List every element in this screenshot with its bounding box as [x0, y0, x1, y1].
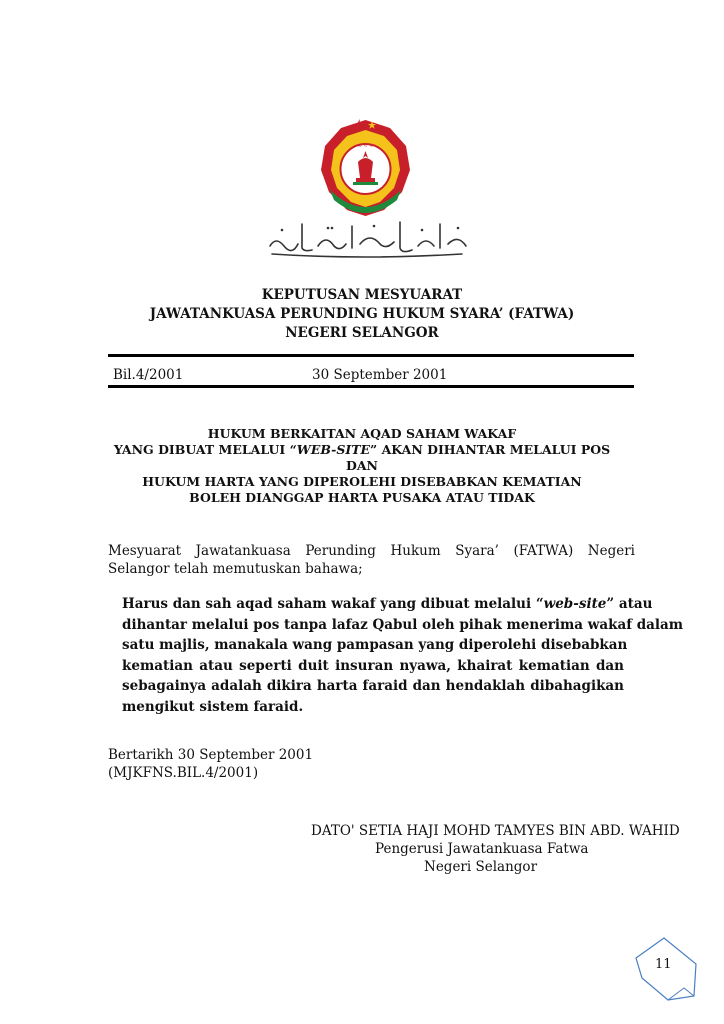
page-number: 11	[655, 957, 672, 972]
meeting-date: 30 September 2001	[312, 367, 448, 383]
subject-title-line-1: HUKUM BERKAITAN AQAD SAHAM WAKAF	[207, 426, 517, 441]
document-header-line-3: NEGERI SELANGOR	[285, 325, 439, 341]
subject-title	[0, 426, 724, 506]
signatory-position: Pengerusi Jawatankuasa Fatwa	[375, 841, 589, 857]
ruling-line-5: sebagainya adalah dikira harta faraid dan hendaklah dibahagikan	[122, 678, 624, 694]
dated-text: Bertarikh 30 September 2001	[108, 747, 314, 763]
web-site-emphasis: web-site	[543, 596, 607, 612]
ruling-line-1: Harus dan sah aqad saham wakaf yang dibuat melalui “web-site” atau	[122, 596, 653, 612]
subject-title-line-3: DAN	[346, 458, 378, 473]
svg-text:~ ~ ~: ~ ~ ~	[357, 144, 374, 150]
fatwa-ruling	[122, 594, 684, 717]
subject-title-line-5: BOLEH DIANGGAP HARTA PUSAKA ATAU TIDAK	[189, 490, 535, 505]
subject-title-line-2: YANG DIBUAT MELALUI “WEB-SITE” AKAN DIHANTAR MELALUI POS	[113, 442, 611, 457]
subject-title-line-4: HUKUM HARTA YANG DIPEROLEHI DISEBABKAN KEMATIAN	[142, 474, 582, 489]
jawi-calligraphy-icon	[262, 216, 474, 260]
ruling-line-2: dihantar melalui pos tanpa lafaz Qabul oleh pihak menerima wakaf dalam	[122, 616, 684, 633]
signatory-state: Negeri Selangor	[424, 859, 538, 875]
jabatan-mufti-emblem-icon	[318, 118, 413, 218]
document-header-line-1: KEPUTUSAN MESYUARAT	[261, 287, 463, 303]
dated-block	[108, 746, 313, 782]
ruling-line-4: kematian atau seperti duit insuran nyawa, khairat kematian dan	[122, 657, 624, 674]
ruling-line-6: mengikut sistem faraid.	[122, 698, 304, 715]
ruling-line-3: satu majlis, manakala wang pampasan yang diperolehi disebabkan	[122, 637, 628, 653]
signatory-name: DATO' SETIA HAJI MOHD TAMYES BIN ABD. WAHID	[311, 823, 680, 839]
document-header-line-2: JAWATANKUASA PERUNDING HUKUM SYARA’ (FATWA)	[149, 306, 575, 322]
top-divider	[108, 354, 634, 357]
bil-number: Bil.4/2001	[113, 367, 184, 383]
reference-number: (MJKFNS.BIL.4/2001)	[108, 765, 259, 781]
intro-paragraph: Mesyuarat Jawatankuasa Perunding Hukum Syara’ (FATWA) Negeri Selangor telah memutuskan bahawa;	[108, 543, 635, 577]
bottom-divider	[108, 385, 634, 388]
web-site-emphasis: WEB-SITE	[296, 442, 371, 457]
